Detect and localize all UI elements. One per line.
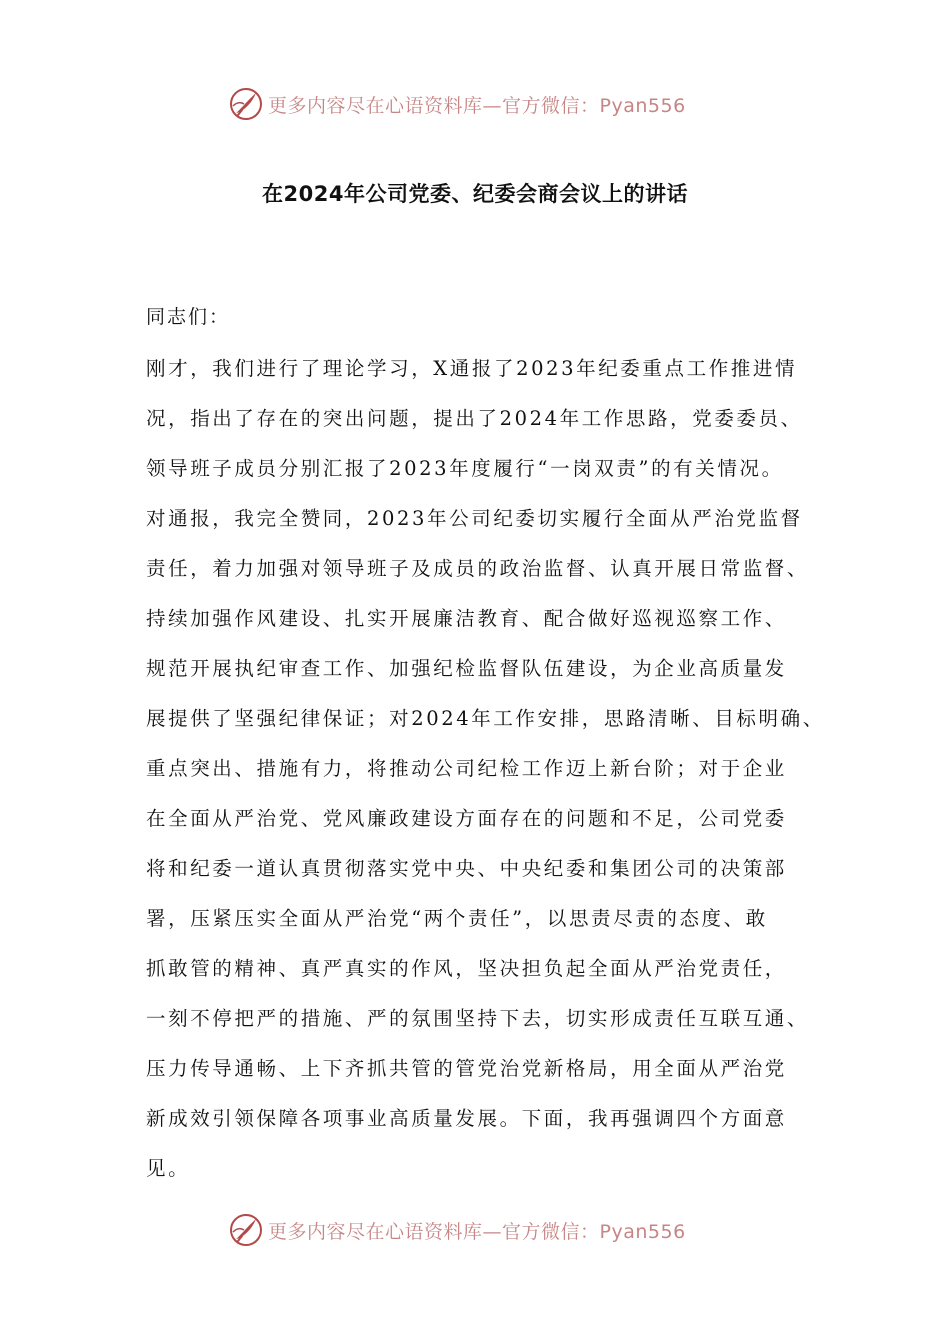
body-line: 况，指出了存在的突出问题，提出了2024年工作思路，党委委员、 bbox=[146, 407, 803, 430]
body-line: 重点突出、措施有力，将推动公司纪检工作迈上新台阶；对于企业 bbox=[146, 757, 787, 780]
document-body bbox=[146, 344, 846, 1194]
body-line: 展提供了坚强纪律保证；对2024年工作安排，思路清晰、目标明确、 bbox=[146, 707, 825, 730]
watermark-text bbox=[268, 91, 686, 118]
footer-watermark-banner bbox=[228, 1210, 686, 1250]
watermark-wechat-id: Pyan556 bbox=[599, 94, 686, 117]
body-line: 见。 bbox=[146, 1157, 191, 1180]
body-line: 在全面从严治党、党风廉政建设方面存在的问题和不足，公司党委 bbox=[146, 807, 787, 830]
header-watermark-banner bbox=[228, 84, 686, 124]
body-line: 将和纪委一道认真贯彻落实党中央、中央纪委和集团公司的决策部 bbox=[146, 857, 787, 880]
quill-logo-icon bbox=[228, 86, 264, 122]
body-line: 压力传导通畅、上下齐抓共管的管党治党新格局，用全面从严治党 bbox=[146, 1057, 787, 1080]
document-title: 在2024年公司党委、纪委会商会议上的讲话 bbox=[262, 182, 688, 206]
body-line: 对通报，我完全赞同，2023年公司纪委切实履行全面从严治党监督 bbox=[146, 507, 803, 530]
body-line: 署，压紧压实全面从严治党“两个责任”，以思责尽责的态度、敢 bbox=[146, 907, 768, 930]
body-line: 抓敢管的精神、真严真实的作风，坚决担负起全面从严治党责任， bbox=[146, 957, 787, 980]
body-line: 规范开展执纪审查工作、加强纪检监督队伍建设，为企业高质量发 bbox=[146, 657, 787, 680]
watermark-suffix: 官方微信： bbox=[502, 94, 600, 117]
watermark-dash: — bbox=[482, 94, 503, 117]
watermark-text bbox=[268, 1217, 686, 1244]
body-line: 持续加强作风建设、扎实开展廉洁教育、配合做好巡视巡察工作、 bbox=[146, 607, 787, 630]
greeting: 同志们： bbox=[146, 306, 231, 328]
watermark-main-text: 更多内容尽在心语资料库 bbox=[268, 94, 483, 117]
watermark-dash: — bbox=[482, 1220, 503, 1243]
watermark-main-text: 更多内容尽在心语资料库 bbox=[268, 1220, 483, 1243]
body-line: 领导班子成员分别汇报了2023年度履行“一岗双责”的有关情况。 bbox=[146, 457, 784, 480]
watermark-suffix: 官方微信： bbox=[502, 1220, 600, 1243]
body-line: 一刻不停把严的措施、严的氛围坚持下去，切实形成责任互联互通、 bbox=[146, 1007, 810, 1030]
body-line: 刚才，我们进行了理论学习，X通报了2023年纪委重点工作推进情 bbox=[146, 357, 798, 380]
quill-logo-icon bbox=[228, 1212, 264, 1248]
body-line: 责任，着力加强对领导班子及成员的政治监督、认真开展日常监督、 bbox=[146, 557, 810, 580]
watermark-wechat-id: Pyan556 bbox=[599, 1220, 686, 1243]
body-line: 新成效引领保障各项事业高质量发展。下面，我再强调四个方面意 bbox=[146, 1107, 787, 1130]
